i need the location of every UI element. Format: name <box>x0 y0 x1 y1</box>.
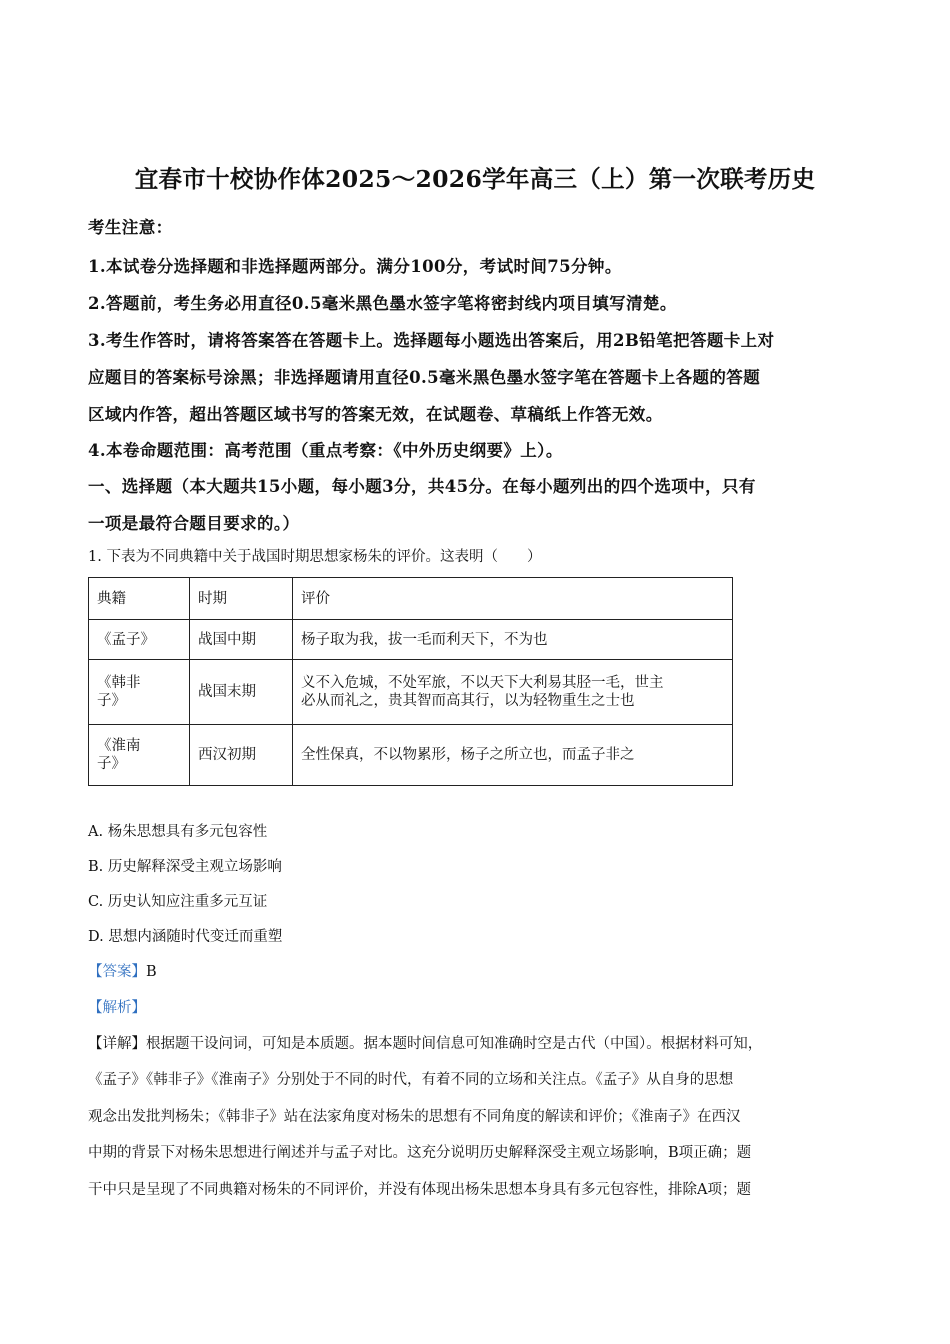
detail-line-5: 干中只是呈现了不同典籍对杨朱的不同评价，并没有体现出杨朱思想本身具有多元包容性，排除A项；题 <box>88 1182 751 1198</box>
section-heading-line-2: 一项是最符合题目要求的。） <box>88 514 300 533</box>
cell-period: 战国中期 <box>190 620 293 660</box>
table-row <box>89 620 733 660</box>
detail-text-1: 根据题干设问词，可知是本质题。据本题时间信息可知准确时空是古代（中国）。根据材料可知， <box>146 1036 763 1052</box>
cell-comment <box>293 660 733 725</box>
question-stem: 1. 下表为不同典籍中关于战国时期思想家杨朱的评价。这表明（ ） <box>88 549 542 565</box>
detail-line-2: 《孟子》《韩非子》《淮南子》分别处于不同的时代，有着不同的立场和关注点。《孟子》从自身的思想 <box>88 1072 734 1088</box>
detail-line-4: 中期的背景下对杨朱思想进行阐述并与孟子对比。这充分说明历史解释深受主观立场影响，B项正确；题 <box>88 1145 752 1161</box>
header-comment: 评价 <box>293 578 733 620</box>
notice-line-1: 1.本试卷分选择题和非选择题两部分。满分100分，考试时间75分钟。 <box>88 257 622 276</box>
table-row <box>89 725 733 786</box>
cell-comment: 杨子取为我，拔一毛而利天下，不为也 <box>293 620 733 660</box>
cell-book: 《孟子》 <box>89 620 190 660</box>
evaluation-table <box>88 577 733 786</box>
cell-comment-line-2: 必从而礼之，贵其智而高其行，以为轻物重生之士也 <box>301 693 635 709</box>
cell-book-line-2: 子》 <box>97 693 126 709</box>
cell-book-line-1: 《韩非 <box>97 675 141 691</box>
notice-heading: 考生注意： <box>88 218 173 237</box>
cell-book-line-2: 子》 <box>97 756 126 772</box>
cell-period: 西汉初期 <box>190 725 293 786</box>
notice-line-5: 区域内作答，超出答题区域书写的答案无效，在试题卷、草稿纸上作答无效。 <box>88 405 663 424</box>
cell-period: 战国末期 <box>190 660 293 725</box>
notice-line-6: 4.本卷命题范围：高考范围（重点考察：《中外历史纲要》上）。 <box>88 441 563 460</box>
table-header-row <box>89 578 733 620</box>
exam-title: 宜春市十校协作体2025～2026学年高三（上）第一次联考历史 <box>134 165 816 193</box>
cell-book <box>89 725 190 786</box>
cell-book-line-1: 《淮南 <box>97 738 141 754</box>
analysis-tag: 【解析】 <box>88 1000 146 1016</box>
notice-line-4: 应题目的答案标号涂黑；非选择题请用直径0.5毫米黑色墨水签字笔在答题卡上各题的答题 <box>88 368 761 387</box>
option-c: C. 历史认知应注重多元互证 <box>88 894 268 910</box>
section-heading-line-1: 一、选择题（本大题共15小题，每小题3分，共45分。在每小题列出的四个选项中，只有 <box>88 477 756 496</box>
notice-line-2: 2.答题前，考生务必用直径0.5毫米黑色墨水签字笔将密封线内项目填写清楚。 <box>88 294 677 313</box>
cell-comment-line-1: 义不入危城，不处军旅，不以天下大利易其胫一毛，世主 <box>301 675 664 691</box>
detail-tag: 【详解】 <box>88 1036 146 1052</box>
cell-comment: 全性保真，不以物累形，杨子之所立也，而孟子非之 <box>293 725 733 786</box>
header-period: 时期 <box>190 578 293 620</box>
answer-value: B <box>146 964 157 980</box>
answer-line <box>88 960 157 981</box>
header-book: 典籍 <box>89 578 190 620</box>
option-b: B. 历史解释深受主观立场影响 <box>88 859 282 875</box>
answer-tag: 【答案】 <box>88 964 146 980</box>
detail-line-1 <box>88 1032 762 1053</box>
option-a: A. 杨朱思想具有多元包容性 <box>88 824 268 840</box>
table-row <box>89 660 733 725</box>
notice-line-3: 3.考生作答时，请将答案答在答题卡上。选择题每小题选出答案后，用2B铅笔把答题卡上对 <box>88 331 775 350</box>
detail-line-3: 观念出发批判杨朱；《韩非子》站在法家角度对杨朱的思想有不同角度的解读和评价；《淮南子》在西汉 <box>88 1109 741 1125</box>
cell-book <box>89 660 190 725</box>
option-d: D. 思想内涵随时代变迁而重塑 <box>88 929 283 945</box>
